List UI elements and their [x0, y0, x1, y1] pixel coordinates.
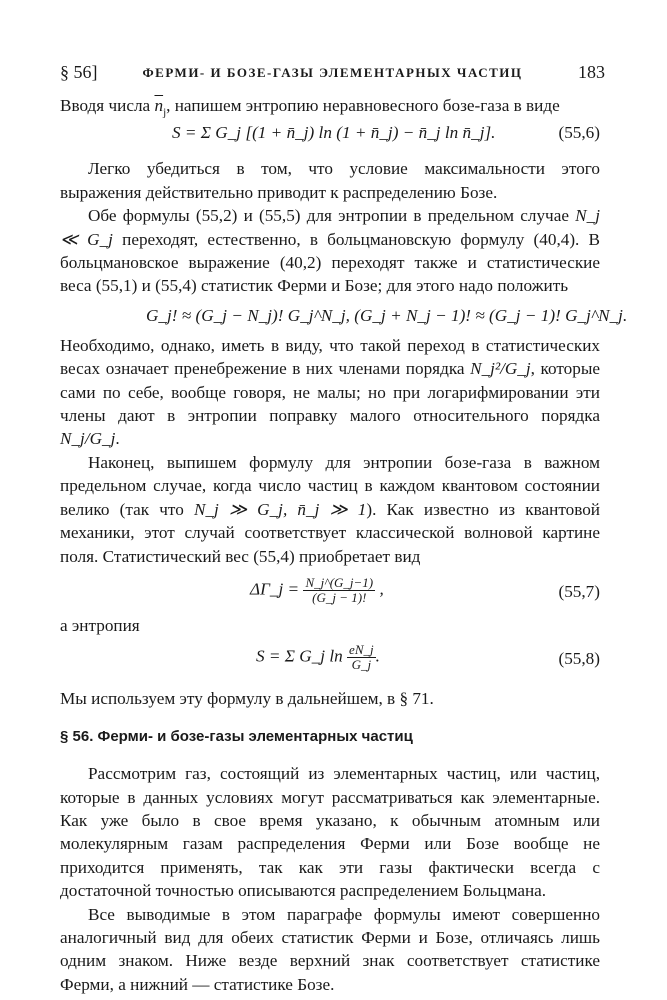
equation-stat-weights [60, 304, 628, 328]
header-title: ФЕРМИ- И БОЗЕ-ГАЗЫ ЭЛЕМЕНТАРНЫХ ЧАСТИЦ [142, 65, 523, 80]
paragraph-entropy-label: а энтропия [60, 615, 140, 635]
page-body [60, 94, 628, 996]
page-number: 183 [578, 62, 605, 82]
paragraph-classical-limit: Наконец, выпишем формулу для энтропии бозе-газа в важном предельном случае, когда число частиц в каждом квантовом состоянии велико (так что N_j ≫ G_j, n̄_j ≫ 1). Как известно из квантовой механики, этот случай соответствует классической волновой картине поля. Статистический вес (55,4) приобретает вид [60, 452, 601, 566]
paragraph-maximum: Легко убедиться в том, что условие максимальности этого выражения действительно приводит к распределению Бозе. [60, 159, 600, 202]
equation-formula: S = Σ G_j ln $\frac{eN\_j}{G\_j}$ . [256, 642, 380, 673]
equation-number: (55,6) [558, 123, 600, 143]
header-section-ref: § 56] [60, 62, 98, 82]
paragraph-elementary-gas: Рассмотрим газ, состоящий из элементарных частиц, или частиц, которые в данных условиях могут рассматриваться как элементарные. Как уже было в свое время указано, к обычным атомным или молекулярным газам распределения Ферми или Бозе вообще не приходится применять, так как эти газы фактически всегда с достаточной точностью описываются распределением Больцмана. [60, 764, 600, 901]
equation-55-8 [60, 639, 600, 681]
running-header [60, 62, 605, 86]
paragraph-limit: Обе формулы (55,2) и (55,5) для энтропии в предельном случае N_j ≪ G_j переходят, естественно, в больцмановскую формулу (40,4). В больцмановское выражение (40,2) переходят также и статистические веса (55,1) и (55,4) статистик Ферми и Бозе; для этого надо положить [60, 206, 601, 296]
equation-fraction: $\frac{eN\_j}{G\_j}$ [349, 642, 374, 673]
equation-formula: ΔΓ_j = $\frac{N\_j\^{}(G\_j-1)}{(G\_j - 1)!}$ , [250, 574, 384, 605]
equation-number: (55,8) [558, 649, 600, 669]
paragraph-intro: Вводя числа $\overline{n}_j$, напишем энтропию неравновесного бозе-газа в виде [60, 96, 560, 119]
equation-formula: G_j! ≈ (G_j − N_j)! G_j^N_j, (G_j + N_j − 1)! ≈ (G_j − 1)! G_j^N_j. [146, 305, 628, 325]
paragraph-caveat: Необходимо, однако, иметь в виду, что такой переход в статистических весах означает пренебрежение в них членами порядка N_j²/G_j, которые сами по себе, вообще говоря, не малы; но при логарифмировании эти члены дают в энтропии поправку малого относительного порядка N_j/G_j. [60, 335, 601, 449]
paragraph-sign-convention: Все выводимые в этом параграфе формулы имеют совершенно аналогичный вид для обеих статистик Ферми и Бозе, отличаясь лишь одним знаком. Ниже везде верхний знак соответствует статистике Ферми, а нижний — статистике Бозе. [60, 904, 600, 994]
equation-formula: S = Σ G_j [(1 + n̄_j) ln (1 + n̄_j) − n̄_j ln n̄_j]. [172, 123, 496, 143]
equation-55-6 [60, 121, 600, 145]
equation-fraction: $\frac{N\_j\^{}(G\_j-1)}{(G\_j - 1)!}$ [305, 574, 374, 605]
equation-number: (55,7) [558, 581, 600, 601]
paragraph-reference: Мы используем эту формулу в дальнейшем, в § 71. [60, 689, 434, 709]
section-heading: § 56. Ферми- и бозе-газы элементарных частиц [60, 727, 413, 745]
equation-55-7 [60, 570, 600, 614]
